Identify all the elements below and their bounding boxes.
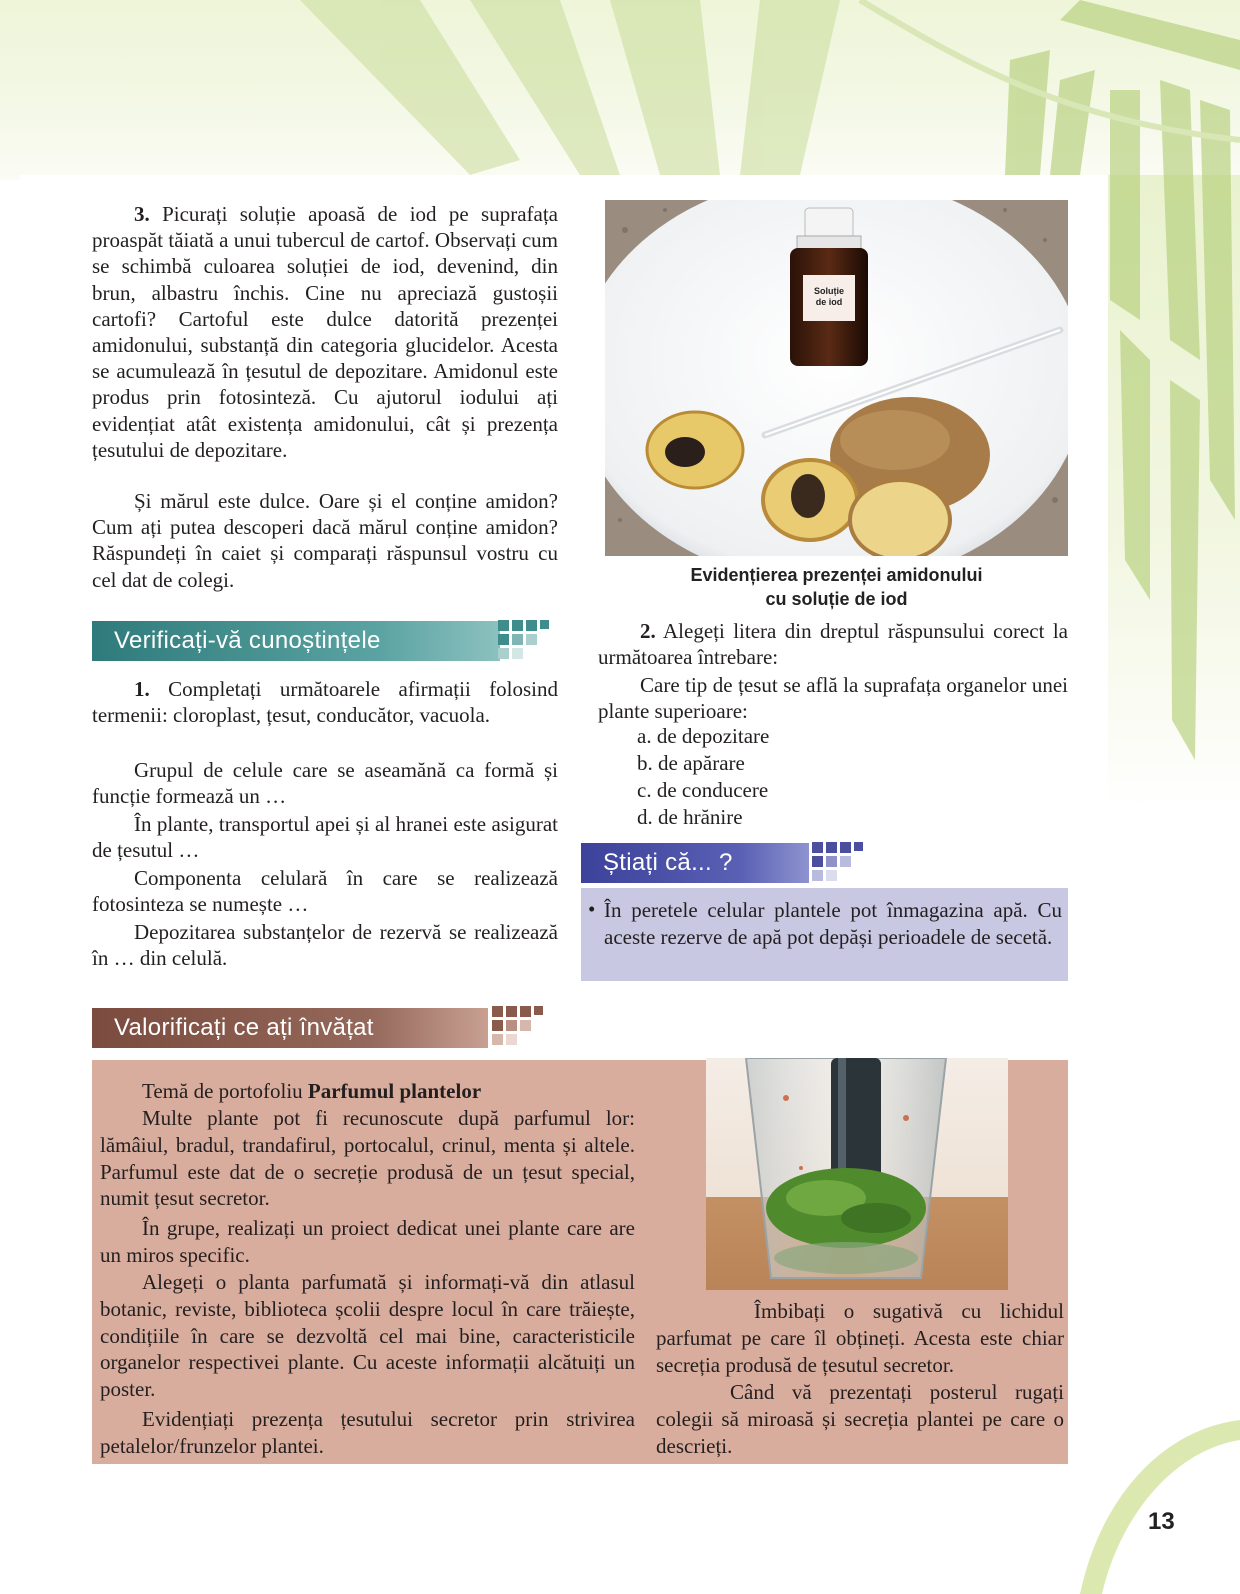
statement-3-text: Componenta celulară în care se realizează fotosinteza se numește … bbox=[92, 866, 558, 917]
caption-line-2: cu soluție de iod bbox=[765, 589, 908, 609]
statement-3 bbox=[92, 865, 558, 917]
portfolio-paragraph-4 bbox=[100, 1406, 635, 1460]
stiati-squares-decoration bbox=[810, 840, 866, 886]
valorificati-squares-decoration bbox=[490, 1004, 546, 1050]
verificati-title: Verificați-vă cunoștințele bbox=[114, 627, 381, 654]
photo-caption bbox=[605, 563, 1068, 611]
option-c: c. de conducere bbox=[637, 778, 769, 802]
statement-4-text: Depozitarea substanțelor de rezervă se realizează în … din celulă. bbox=[92, 920, 558, 971]
exercise-2-intro-text: Alegeți litera din dreptul răspunsului corect la următoarea întrebare: bbox=[598, 619, 1068, 670]
portfolio-right-paragraph-1-text: Îmbibați o sugativă cu lichidul parfumat pe care îl obțineți. Acesta este chiar secreția produsă de țesutul secretor. bbox=[656, 1299, 1064, 1377]
exercise-2-number: 2. bbox=[640, 619, 656, 643]
option-a: a. de depozitare bbox=[637, 724, 770, 748]
answer-options bbox=[637, 723, 769, 831]
exercise-2-question-text: Care tip de țesut se află la suprafața organelor unei plante superioare: bbox=[598, 673, 1068, 724]
statement-2-text: În plante, transportul apei și al hranei este asigurat de țesutul … bbox=[92, 812, 558, 863]
exercise-3-followup-text: Și mărul este dulce. Oare și el conține amidon? Cum ați putea descoperi dacă mărul conține amidon? Răspundeți în caiet și comparați răspunsul vostru cu cel dat de colegi. bbox=[92, 489, 558, 592]
exercise-1-number: 1. bbox=[134, 677, 150, 701]
portfolio-right-paragraph-1 bbox=[656, 1298, 1064, 1379]
portfolio-paragraph-3 bbox=[100, 1269, 635, 1403]
stiati-title: Știați că... ? bbox=[603, 849, 733, 876]
portfolio-paragraph-4-text: Evidențiați prezența țesutului secretor prin strivirea petalelor/frunzelor plantei. bbox=[100, 1407, 635, 1458]
portfolio-paragraph-2 bbox=[100, 1215, 635, 1269]
exercise-1-intro-text: Completați următoarele afirmații folosind termenii: cloroplast, țesut, conducător, vacuola. bbox=[92, 677, 559, 728]
page-corner-decoration bbox=[1080, 1420, 1240, 1594]
bottle-label: Soluție bbox=[813, 286, 845, 296]
option-d: d. de hrănire bbox=[637, 805, 743, 829]
exercise-1-intro bbox=[92, 676, 558, 728]
portfolio-right-paragraph-2 bbox=[656, 1379, 1064, 1460]
exercise-2-intro bbox=[598, 618, 1068, 670]
stiati-bullet: • bbox=[588, 897, 596, 921]
stiati-text: În peretele celular plantele pot înmagazina apă. Cu aceste rezerve de apă pot depăși perioadele de secetă. bbox=[604, 898, 1062, 949]
portfolio-paragraph-1 bbox=[100, 1105, 635, 1212]
verificati-squares-decoration bbox=[496, 618, 552, 664]
statement-1-text: Grupul de celule care se aseamănă ca formă și funcție formează un … bbox=[92, 758, 558, 809]
valorificati-banner bbox=[92, 1008, 488, 1048]
exercise-3-text: Picurați soluție apoasă de iod pe suprafața proaspăt tăiată a unui tubercul de cartof. Observați cum se schimbă culoarea soluției de iod, devenind, din brun, albastru închis. Cine nu apreciază gustoșii cartofi? Cartoful este dulce datorită prezenței amidonului, substanță din categoria glucidelor. Acesta se acumulează în țesutul de depozitare. Amidonul este produs prin fotosinteză. Cu ajutorul iodului ați evidențiat atât existența amidonului, cât și prezența țesutului de depozitare. bbox=[92, 202, 558, 462]
portfolio-label: Temă de portofoliu bbox=[142, 1079, 303, 1103]
exercise-3-followup bbox=[92, 488, 558, 593]
portfolio-right-paragraph-2-text: Când vă prezentați posterul rugați colegii să miroasă și secreția plantei pe care o descrieți. bbox=[656, 1380, 1064, 1458]
portfolio-paragraph-1-text: Multe plante pot fi recunoscute după parfumul lor: lămâiul, bradul, trandafirul, portocalul, crinul, menta și altele. Parfumul este dat de o secreție produsă de un țesut special, numit țesut secretor. bbox=[100, 1106, 635, 1211]
exercise-3-paragraph bbox=[92, 201, 558, 463]
svg-text:de iod: de iod bbox=[815, 297, 843, 307]
valorificati-title: Valorificați ce ați învățat bbox=[114, 1014, 374, 1041]
statement-4 bbox=[92, 919, 558, 971]
portfolio-paragraph-3-text: Alegeți o planta parfumată și informați-vă din atlasul botanic, reviste, biblioteca școlii despre locul în care trăiește, condițiile în care se dezvoltă cel mai bine, caracteristicile organelor respectivei plante. Cu aceste informații alcătuiți un poster. bbox=[100, 1270, 635, 1402]
caption-line-1: Evidențierea prezenței amidonului bbox=[690, 565, 983, 585]
crushed-leaves-glass-photo bbox=[706, 1058, 1008, 1290]
stiati-banner bbox=[581, 843, 809, 883]
statement-2 bbox=[92, 811, 558, 863]
statement-1 bbox=[92, 757, 558, 809]
exercise-2-question bbox=[598, 672, 1068, 724]
page-number: 13 bbox=[1148, 1508, 1175, 1535]
iodine-test-photo bbox=[605, 200, 1068, 556]
portfolio-paragraph-2-text: În grupe, realizați un proiect dedicat unei plante care are un miros specific. bbox=[100, 1216, 635, 1267]
option-b: b. de apărare bbox=[637, 751, 745, 775]
portfolio-title: Parfumul plantelor bbox=[307, 1079, 482, 1103]
portfolio-heading bbox=[100, 1078, 635, 1104]
exercise-3-number: 3. bbox=[134, 202, 150, 226]
verificati-banner bbox=[92, 621, 500, 661]
